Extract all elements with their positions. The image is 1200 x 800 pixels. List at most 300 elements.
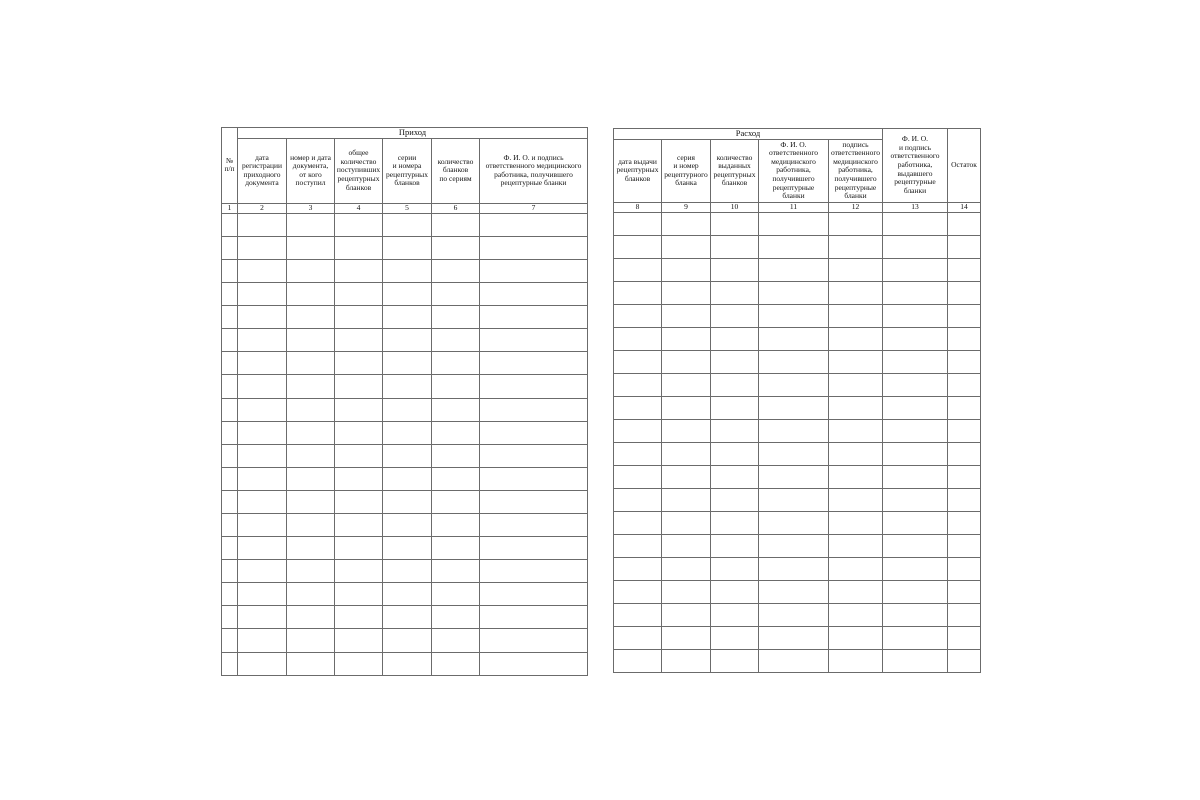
table-cell: [948, 304, 981, 327]
table-cell: [948, 327, 981, 350]
table-cell: [883, 258, 948, 281]
table-row: [614, 626, 981, 649]
column-number: 14: [948, 202, 981, 212]
table-cell: [238, 398, 287, 421]
table-row: [222, 283, 588, 306]
column-header-9: серия и номер рецептурного бланка: [662, 139, 711, 202]
table-cell: [238, 306, 287, 329]
table-cell: [614, 511, 662, 534]
table-cell: [829, 649, 883, 672]
table-cell: [614, 465, 662, 488]
table-cell: [711, 580, 759, 603]
table-cell: [238, 606, 287, 629]
expense-ledger-table: [613, 128, 981, 673]
table-row: [614, 327, 981, 350]
table-cell: [759, 557, 829, 580]
table-cell: [480, 283, 588, 306]
table-cell: [222, 513, 238, 536]
table-cell: [238, 236, 287, 259]
table-cell: [883, 649, 948, 672]
table-cell: [614, 235, 662, 258]
table-cell: [383, 444, 432, 467]
table-cell: [829, 465, 883, 488]
table-cell: [222, 259, 238, 282]
table-cell: [287, 606, 335, 629]
table-cell: [383, 606, 432, 629]
table-cell: [711, 419, 759, 442]
table-cell: [238, 375, 287, 398]
table-cell: [480, 421, 588, 444]
table-cell: [238, 213, 287, 236]
table-cell: [287, 560, 335, 583]
table-row: [222, 329, 588, 352]
table-row: [222, 513, 588, 536]
table-row: [614, 212, 981, 235]
table-cell: [335, 652, 383, 675]
table-cell: [829, 419, 883, 442]
table-cell: [287, 513, 335, 536]
table-cell: [829, 511, 883, 534]
table-cell: [383, 490, 432, 513]
table-cell: [948, 442, 981, 465]
table-row: [614, 419, 981, 442]
table-cell: [222, 652, 238, 675]
table-cell: [335, 375, 383, 398]
table-cell: [287, 652, 335, 675]
table-cell: [614, 327, 662, 350]
table-cell: [480, 467, 588, 490]
table-cell: [948, 649, 981, 672]
table-row: [222, 467, 588, 490]
column-header-7: Ф. И. О. и подпись ответственного медицинского работника, получившего рецептурные бланки: [480, 138, 588, 203]
table-cell: [480, 513, 588, 536]
table-cell: [711, 603, 759, 626]
table-cell: [287, 283, 335, 306]
table-cell: [948, 580, 981, 603]
table-cell: [948, 557, 981, 580]
table-row: [614, 603, 981, 626]
table-cell: [238, 537, 287, 560]
table-cell: [614, 396, 662, 419]
table-cell: [222, 352, 238, 375]
column-header-3: номер и дата документа, от кого поступил: [287, 138, 335, 203]
table-cell: [383, 329, 432, 352]
table-row: [614, 488, 981, 511]
table-cell: [238, 560, 287, 583]
table-cell: [383, 283, 432, 306]
table-cell: [759, 373, 829, 396]
table-cell: [759, 235, 829, 258]
column-header-11: Ф. И. О. ответственного медицинского работника, получившего рецептурные бланки: [759, 139, 829, 202]
table-cell: [829, 557, 883, 580]
table-cell: [480, 352, 588, 375]
table-cell: [829, 603, 883, 626]
table-cell: [711, 258, 759, 281]
table-cell: [287, 236, 335, 259]
column-header-4: общее количество поступивших рецептурных бланков: [335, 138, 383, 203]
table-cell: [614, 603, 662, 626]
table-cell: [829, 373, 883, 396]
table-cell: [662, 488, 711, 511]
table-cell: [222, 213, 238, 236]
table-cell: [238, 421, 287, 444]
table-cell: [480, 398, 588, 421]
column-number: 3: [287, 203, 335, 213]
column-number: 4: [335, 203, 383, 213]
table-cell: [829, 442, 883, 465]
table-row: [614, 465, 981, 488]
table-row: [222, 352, 588, 375]
table-row: [614, 281, 981, 304]
table-row: [614, 396, 981, 419]
table-cell: [432, 236, 480, 259]
table-cell: [948, 465, 981, 488]
column-number: 10: [711, 202, 759, 212]
table-cell: [238, 444, 287, 467]
table-cell: [287, 629, 335, 652]
table-cell: [883, 511, 948, 534]
table-cell: [287, 537, 335, 560]
table-cell: [480, 329, 588, 352]
table-cell: [614, 488, 662, 511]
table-cell: [662, 465, 711, 488]
table-cell: [614, 304, 662, 327]
table-cell: [662, 626, 711, 649]
table-cell: [614, 580, 662, 603]
table-cell: [222, 306, 238, 329]
column-header-14: Остаток: [948, 129, 981, 203]
table-cell: [711, 626, 759, 649]
column-number: 7: [480, 203, 588, 213]
table-row: [222, 652, 588, 675]
table-cell: [287, 398, 335, 421]
table-cell: [480, 490, 588, 513]
table-cell: [480, 606, 588, 629]
table-cell: [614, 419, 662, 442]
table-cell: [287, 490, 335, 513]
table-cell: [829, 212, 883, 235]
table-cell: [614, 442, 662, 465]
table-cell: [759, 304, 829, 327]
column-header-1: № п/п: [222, 128, 238, 204]
column-number: 12: [829, 202, 883, 212]
table-cell: [711, 396, 759, 419]
table-cell: [759, 258, 829, 281]
table-cell: [222, 490, 238, 513]
table-cell: [614, 649, 662, 672]
column-number: 6: [432, 203, 480, 213]
table-cell: [335, 421, 383, 444]
table-cell: [883, 488, 948, 511]
table-cell: [711, 465, 759, 488]
table-cell: [335, 306, 383, 329]
column-number: 8: [614, 202, 662, 212]
table-cell: [883, 603, 948, 626]
table-cell: [222, 629, 238, 652]
table-row: [222, 306, 588, 329]
table-cell: [432, 444, 480, 467]
table-cell: [335, 537, 383, 560]
table-cell: [335, 467, 383, 490]
table-cell: [480, 560, 588, 583]
table-cell: [432, 283, 480, 306]
table-cell: [238, 352, 287, 375]
table-cell: [222, 421, 238, 444]
table-cell: [432, 560, 480, 583]
income-group-title: Приход: [238, 128, 588, 139]
column-header-12: подпись ответственного медицинского работника, получившего рецептурные бланки: [829, 139, 883, 202]
table-cell: [335, 490, 383, 513]
table-cell: [759, 396, 829, 419]
table-cell: [432, 513, 480, 536]
table-cell: [432, 329, 480, 352]
table-row: [222, 375, 588, 398]
table-cell: [711, 350, 759, 373]
table-cell: [335, 606, 383, 629]
table-cell: [948, 212, 981, 235]
table-cell: [287, 259, 335, 282]
table-cell: [432, 652, 480, 675]
table-cell: [662, 580, 711, 603]
table-row: [614, 304, 981, 327]
table-cell: [383, 513, 432, 536]
table-cell: [287, 583, 335, 606]
table-row: [614, 350, 981, 373]
table-cell: [432, 375, 480, 398]
table-cell: [222, 444, 238, 467]
table-cell: [662, 235, 711, 258]
table-cell: [829, 396, 883, 419]
table-cell: [480, 375, 588, 398]
table-cell: [711, 212, 759, 235]
table-cell: [948, 534, 981, 557]
column-number-row: [614, 202, 981, 212]
table-cell: [883, 534, 948, 557]
table-cell: [883, 235, 948, 258]
table-cell: [383, 537, 432, 560]
table-cell: [711, 534, 759, 557]
table-cell: [948, 396, 981, 419]
table-cell: [883, 465, 948, 488]
table-cell: [883, 373, 948, 396]
table-cell: [222, 283, 238, 306]
table-cell: [883, 557, 948, 580]
column-header-2: дата регистрации приходного документа: [238, 138, 287, 203]
table-cell: [238, 583, 287, 606]
table-row: [222, 560, 588, 583]
table-cell: [948, 419, 981, 442]
table-cell: [711, 235, 759, 258]
table-cell: [480, 652, 588, 675]
table-cell: [222, 583, 238, 606]
column-number: 1: [222, 203, 238, 213]
table-cell: [432, 352, 480, 375]
column-header-10: количество выданных рецептурных бланков: [711, 139, 759, 202]
table-cell: [759, 442, 829, 465]
table-cell: [948, 350, 981, 373]
table-cell: [883, 419, 948, 442]
table-cell: [432, 467, 480, 490]
column-number-row: [222, 203, 588, 213]
table-row: [614, 258, 981, 281]
table-cell: [711, 488, 759, 511]
table-cell: [222, 329, 238, 352]
table-cell: [614, 373, 662, 396]
table-cell: [948, 258, 981, 281]
table-cell: [432, 398, 480, 421]
table-cell: [383, 398, 432, 421]
table-cell: [238, 629, 287, 652]
table-cell: [432, 490, 480, 513]
table-row: [222, 606, 588, 629]
table-cell: [383, 583, 432, 606]
table-cell: [662, 396, 711, 419]
column-header-6: количество бланков по сериям: [432, 138, 480, 203]
table-cell: [287, 329, 335, 352]
table-cell: [829, 534, 883, 557]
table-cell: [829, 626, 883, 649]
table-cell: [711, 327, 759, 350]
table-cell: [238, 283, 287, 306]
table-cell: [883, 304, 948, 327]
table-row: [614, 442, 981, 465]
table-cell: [383, 652, 432, 675]
table-cell: [759, 511, 829, 534]
table-cell: [222, 606, 238, 629]
table-row: [222, 398, 588, 421]
table-cell: [432, 259, 480, 282]
table-cell: [829, 580, 883, 603]
table-cell: [829, 350, 883, 373]
table-cell: [662, 511, 711, 534]
column-header-13: Ф. И. О. и подпись ответственного работника, выдавшего рецептурные бланки: [883, 129, 948, 203]
table-cell: [383, 236, 432, 259]
table-cell: [222, 236, 238, 259]
column-header-5: серии и номера рецептурных бланков: [383, 138, 432, 203]
table-cell: [432, 213, 480, 236]
table-cell: [662, 649, 711, 672]
table-cell: [480, 213, 588, 236]
table-cell: [383, 629, 432, 652]
table-cell: [287, 213, 335, 236]
table-cell: [287, 467, 335, 490]
table-row: [222, 213, 588, 236]
table-cell: [829, 281, 883, 304]
table-cell: [711, 442, 759, 465]
table-cell: [614, 534, 662, 557]
table-cell: [759, 327, 829, 350]
table-cell: [883, 350, 948, 373]
table-cell: [480, 583, 588, 606]
table-cell: [335, 236, 383, 259]
table-cell: [883, 327, 948, 350]
table-cell: [614, 258, 662, 281]
column-number: 9: [662, 202, 711, 212]
table-cell: [948, 235, 981, 258]
column-number: 11: [759, 202, 829, 212]
table-cell: [614, 212, 662, 235]
table-cell: [883, 396, 948, 419]
table-cell: [480, 537, 588, 560]
table-cell: [335, 560, 383, 583]
table-cell: [238, 467, 287, 490]
table-cell: [238, 329, 287, 352]
column-header-8: дата выдачи рецептурных бланков: [614, 139, 662, 202]
table-cell: [335, 213, 383, 236]
table-row: [614, 534, 981, 557]
column-number: 5: [383, 203, 432, 213]
table-cell: [432, 421, 480, 444]
table-cell: [614, 281, 662, 304]
table-row: [222, 236, 588, 259]
table-cell: [238, 652, 287, 675]
table-row: [222, 537, 588, 560]
table-cell: [883, 580, 948, 603]
expense-entry-rows: [614, 212, 981, 672]
table-cell: [335, 283, 383, 306]
table-cell: [759, 626, 829, 649]
table-cell: [662, 419, 711, 442]
table-cell: [383, 375, 432, 398]
table-cell: [759, 580, 829, 603]
table-cell: [759, 488, 829, 511]
table-cell: [432, 537, 480, 560]
table-cell: [238, 259, 287, 282]
table-cell: [759, 212, 829, 235]
income-entry-rows: [222, 213, 588, 675]
table-cell: [829, 258, 883, 281]
table-cell: [883, 281, 948, 304]
table-cell: [222, 467, 238, 490]
table-cell: [662, 281, 711, 304]
table-cell: [335, 629, 383, 652]
table-cell: [883, 442, 948, 465]
table-cell: [829, 304, 883, 327]
table-cell: [759, 603, 829, 626]
table-cell: [383, 560, 432, 583]
table-cell: [287, 444, 335, 467]
table-cell: [948, 373, 981, 396]
table-cell: [759, 350, 829, 373]
column-number: 2: [238, 203, 287, 213]
table-cell: [662, 373, 711, 396]
table-row: [614, 557, 981, 580]
table-cell: [662, 442, 711, 465]
table-cell: [829, 327, 883, 350]
table-cell: [759, 419, 829, 442]
table-row: [222, 583, 588, 606]
table-cell: [383, 306, 432, 329]
table-cell: [222, 537, 238, 560]
table-cell: [662, 258, 711, 281]
table-cell: [614, 626, 662, 649]
table-cell: [662, 212, 711, 235]
table-cell: [662, 327, 711, 350]
column-number: 13: [883, 202, 948, 212]
table-row: [614, 580, 981, 603]
table-cell: [711, 281, 759, 304]
table-cell: [759, 534, 829, 557]
table-cell: [480, 306, 588, 329]
table-cell: [662, 603, 711, 626]
table-cell: [480, 444, 588, 467]
table-cell: [948, 488, 981, 511]
table-cell: [711, 649, 759, 672]
table-cell: [432, 583, 480, 606]
table-cell: [948, 603, 981, 626]
table-row: [222, 629, 588, 652]
table-cell: [759, 281, 829, 304]
